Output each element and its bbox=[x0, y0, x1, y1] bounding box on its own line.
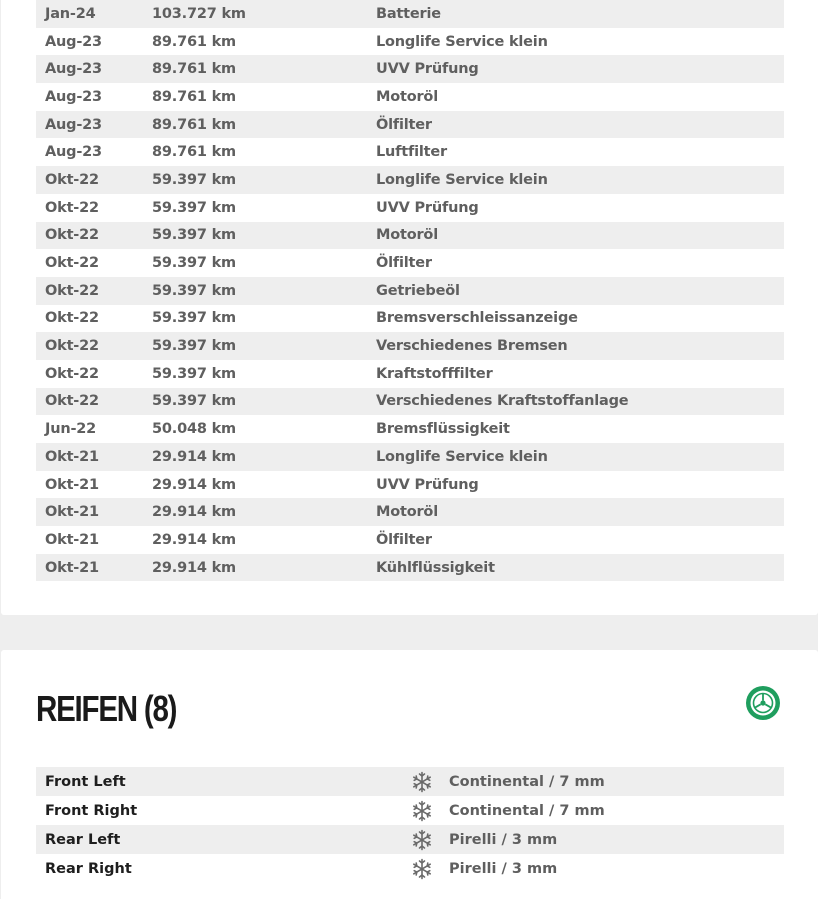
service-mileage: 89.761 km bbox=[152, 116, 236, 133]
service-date: Aug-23 bbox=[45, 144, 102, 161]
service-item: Longlife Service klein bbox=[376, 171, 548, 188]
tires-table bbox=[36, 767, 784, 883]
service-mileage: 59.397 km bbox=[152, 255, 236, 272]
service-item: Bremsverschleissanzeige bbox=[376, 310, 578, 327]
service-item: Batterie bbox=[376, 5, 441, 22]
service-date: Jan-24 bbox=[45, 5, 96, 22]
service-date: Okt-21 bbox=[45, 448, 99, 465]
service-mileage: 50.048 km bbox=[152, 421, 236, 438]
service-date: Aug-23 bbox=[45, 61, 102, 78]
service-date: Aug-23 bbox=[45, 88, 102, 105]
service-history-card bbox=[1, 0, 818, 615]
service-mileage: 29.914 km bbox=[152, 531, 236, 548]
tires-card bbox=[1, 650, 818, 899]
table-row bbox=[36, 388, 784, 416]
service-item: Longlife Service klein bbox=[376, 448, 548, 465]
service-mileage: 59.397 km bbox=[152, 338, 236, 355]
service-date: Okt-21 bbox=[45, 531, 99, 548]
table-row bbox=[36, 360, 784, 388]
tire-spec: Pirelli / 3 mm bbox=[449, 831, 558, 848]
service-mileage: 89.761 km bbox=[152, 88, 236, 105]
table-row bbox=[36, 498, 784, 526]
table-row bbox=[36, 526, 784, 554]
table-row bbox=[36, 305, 784, 333]
table-row bbox=[36, 554, 784, 582]
service-item: Verschiedenes Kraftstoffanlage bbox=[376, 393, 629, 410]
tire-row bbox=[36, 825, 784, 854]
table-row bbox=[36, 138, 784, 166]
table-row bbox=[36, 222, 784, 250]
service-mileage: 89.761 km bbox=[152, 33, 236, 50]
tire-row bbox=[36, 854, 784, 883]
service-date: Okt-22 bbox=[45, 255, 99, 272]
service-history-table bbox=[36, 0, 784, 581]
service-item: Motoröl bbox=[376, 88, 438, 105]
service-mileage: 59.397 km bbox=[152, 310, 236, 327]
service-item: Bremsflüssigkeit bbox=[376, 421, 510, 438]
service-date: Okt-22 bbox=[45, 310, 99, 327]
service-item: Ölfilter bbox=[376, 531, 432, 548]
service-date: Okt-22 bbox=[45, 338, 99, 355]
service-mileage: 59.397 km bbox=[152, 227, 236, 244]
snowflake-icon bbox=[411, 829, 449, 851]
tire-position: Front Right bbox=[45, 802, 138, 819]
service-mileage: 89.761 km bbox=[152, 61, 236, 78]
tire-position: Rear Right bbox=[45, 860, 132, 877]
service-date: Okt-22 bbox=[45, 393, 99, 410]
service-date: Okt-22 bbox=[45, 227, 99, 244]
tire-spec: Continental / 7 mm bbox=[449, 802, 605, 819]
service-mileage: 59.397 km bbox=[152, 171, 236, 188]
service-mileage: 59.397 km bbox=[152, 365, 236, 382]
service-date: Okt-22 bbox=[45, 171, 99, 188]
service-item: Motoröl bbox=[376, 227, 438, 244]
service-date: Okt-21 bbox=[45, 476, 99, 493]
tires-title: REIFEN (8) bbox=[36, 688, 177, 729]
service-date: Aug-23 bbox=[45, 33, 102, 50]
service-item: UVV Prüfung bbox=[376, 199, 479, 216]
table-row bbox=[36, 332, 784, 360]
service-mileage: 59.397 km bbox=[152, 199, 236, 216]
table-row bbox=[36, 55, 784, 83]
table-row bbox=[36, 277, 784, 305]
service-mileage: 29.914 km bbox=[152, 448, 236, 465]
service-item: Longlife Service klein bbox=[376, 33, 548, 50]
tire-position: Rear Left bbox=[45, 831, 121, 848]
service-mileage: 59.397 km bbox=[152, 282, 236, 299]
table-row bbox=[36, 471, 784, 499]
table-row bbox=[36, 415, 784, 443]
service-date: Okt-22 bbox=[45, 199, 99, 216]
service-mileage: 29.914 km bbox=[152, 559, 236, 576]
tire-spec: Continental / 7 mm bbox=[449, 773, 605, 790]
snowflake-icon bbox=[411, 858, 449, 880]
tire-row bbox=[36, 796, 784, 825]
tire-row bbox=[36, 767, 784, 796]
service-date: Okt-22 bbox=[45, 282, 99, 299]
service-item: Motoröl bbox=[376, 504, 438, 521]
service-item: Luftfilter bbox=[376, 144, 447, 161]
service-item: Getriebeöl bbox=[376, 282, 460, 299]
service-date: Okt-21 bbox=[45, 504, 99, 521]
service-item: UVV Prüfung bbox=[376, 61, 479, 78]
service-item: UVV Prüfung bbox=[376, 476, 479, 493]
table-row bbox=[36, 249, 784, 277]
service-date: Okt-21 bbox=[45, 559, 99, 576]
service-item: Verschiedenes Bremsen bbox=[376, 338, 568, 355]
table-row bbox=[36, 166, 784, 194]
snowflake-icon bbox=[411, 771, 449, 793]
service-date: Jun-22 bbox=[45, 421, 97, 438]
table-row bbox=[36, 28, 784, 56]
service-mileage: 103.727 km bbox=[152, 5, 246, 22]
table-row bbox=[36, 111, 784, 139]
table-row bbox=[36, 194, 784, 222]
service-date: Aug-23 bbox=[45, 116, 102, 133]
service-item: Kühlflüssigkeit bbox=[376, 559, 495, 576]
tire-spec: Pirelli / 3 mm bbox=[449, 860, 558, 877]
tire-position: Front Left bbox=[45, 773, 126, 790]
table-row bbox=[36, 0, 784, 28]
snowflake-icon bbox=[411, 800, 449, 822]
table-row bbox=[36, 83, 784, 111]
service-item: Ölfilter bbox=[376, 255, 432, 272]
table-row bbox=[36, 443, 784, 471]
service-item: Kraftstofffilter bbox=[376, 365, 493, 382]
service-mileage: 29.914 km bbox=[152, 476, 236, 493]
service-mileage: 89.761 km bbox=[152, 144, 236, 161]
service-mileage: 59.397 km bbox=[152, 393, 236, 410]
service-mileage: 29.914 km bbox=[152, 504, 236, 521]
tire-wheel-icon bbox=[745, 685, 781, 721]
service-date: Okt-22 bbox=[45, 365, 99, 382]
service-item: Ölfilter bbox=[376, 116, 432, 133]
